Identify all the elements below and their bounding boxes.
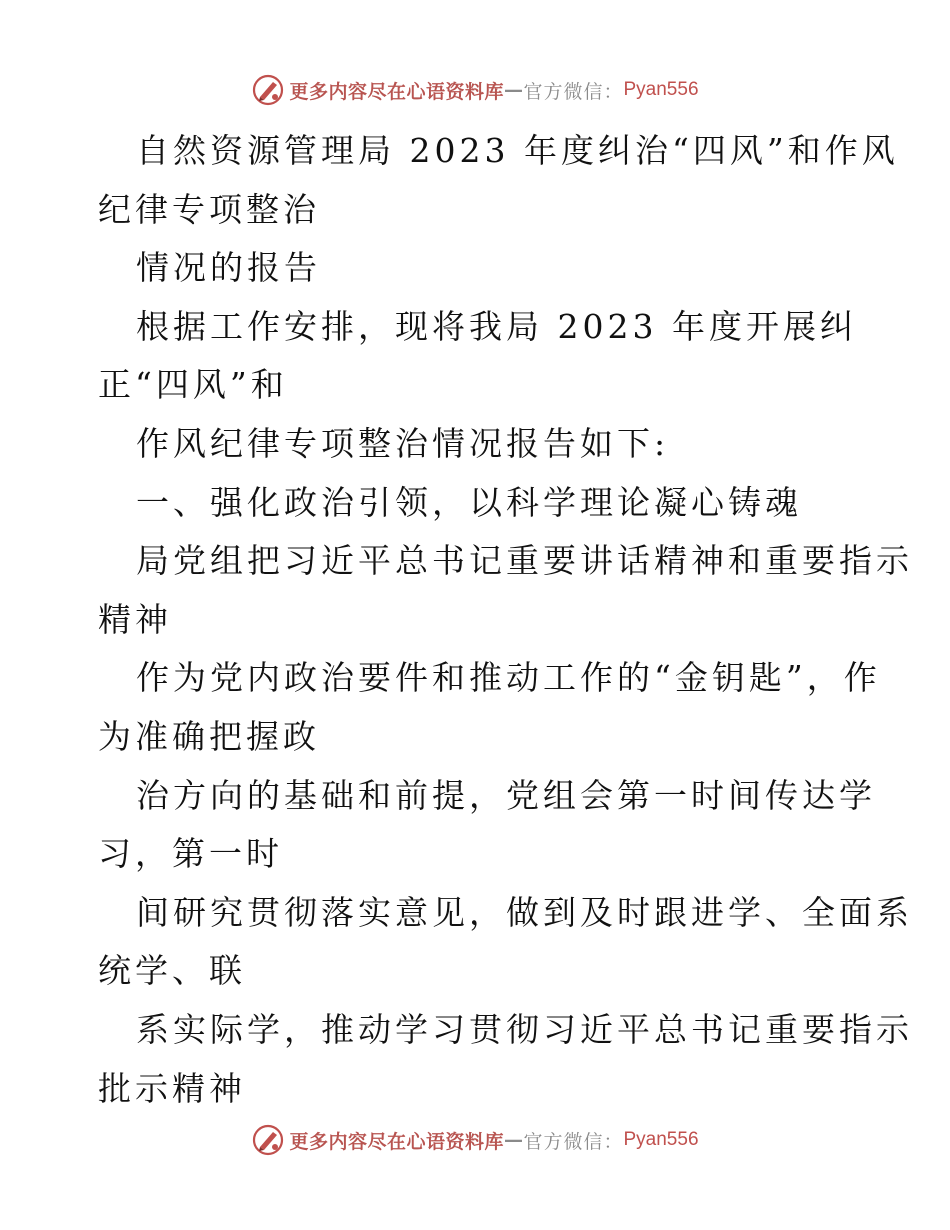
text-line: 精神 — [98, 599, 172, 639]
footer-watermark-banner — [0, 1120, 950, 1160]
section-heading: 一、强化政治引领，以科学理论凝心铸魂 — [136, 482, 802, 522]
banner-wechat-label: 官方微信： — [523, 1130, 624, 1153]
text-line: 间研究贯彻落实意见，做到及时跟进学、全面系 — [136, 892, 913, 932]
text-line: 作为党内政治要件和推动工作的“金钥匙”，作 — [136, 658, 881, 698]
banner-wechat-label: 官方微信： — [523, 80, 624, 103]
banner-separator: — — [503, 1129, 524, 1151]
banner-text: 更多内容尽在心语资料库 — [289, 80, 504, 103]
text-line: 系实际学，推动学习贯彻习近平总书记重要指示 — [136, 1009, 913, 1049]
text-line: 批示精神 — [98, 1068, 246, 1108]
text-line: 统学、联 — [98, 951, 246, 991]
text-line: 情况的报告 — [136, 248, 321, 288]
banner-separator: — — [503, 79, 524, 101]
text-line: 自然资源管理局 2023 年度纠治“四风”和作风 — [136, 131, 899, 170]
text-line: 为准确把握政 — [98, 716, 320, 756]
pen-logo-icon — [251, 1123, 285, 1157]
text-line: 正“四风”和 — [98, 365, 288, 405]
document-body — [98, 122, 913, 1118]
text-line: 治方向的基础和前提，党组会第一时间传达学 — [136, 775, 876, 815]
text-line: 局党组把习近平总书记重要讲话精神和重要指示 — [136, 541, 913, 581]
pen-logo-icon — [251, 73, 285, 107]
banner-wechat-id: Pyan556 — [623, 79, 699, 100]
text-line: 习，第一时 — [98, 834, 283, 874]
banner-wechat-id: Pyan556 — [623, 1129, 699, 1150]
header-watermark-banner — [0, 70, 950, 110]
text-line: 根据工作安排，现将我局 2023 年度开展纠 — [136, 306, 857, 346]
banner-text: 更多内容尽在心语资料库 — [289, 1130, 504, 1153]
text-line: 作风纪律专项整治情况报告如下: — [136, 423, 670, 463]
text-line: 纪律专项整治 — [98, 189, 320, 229]
